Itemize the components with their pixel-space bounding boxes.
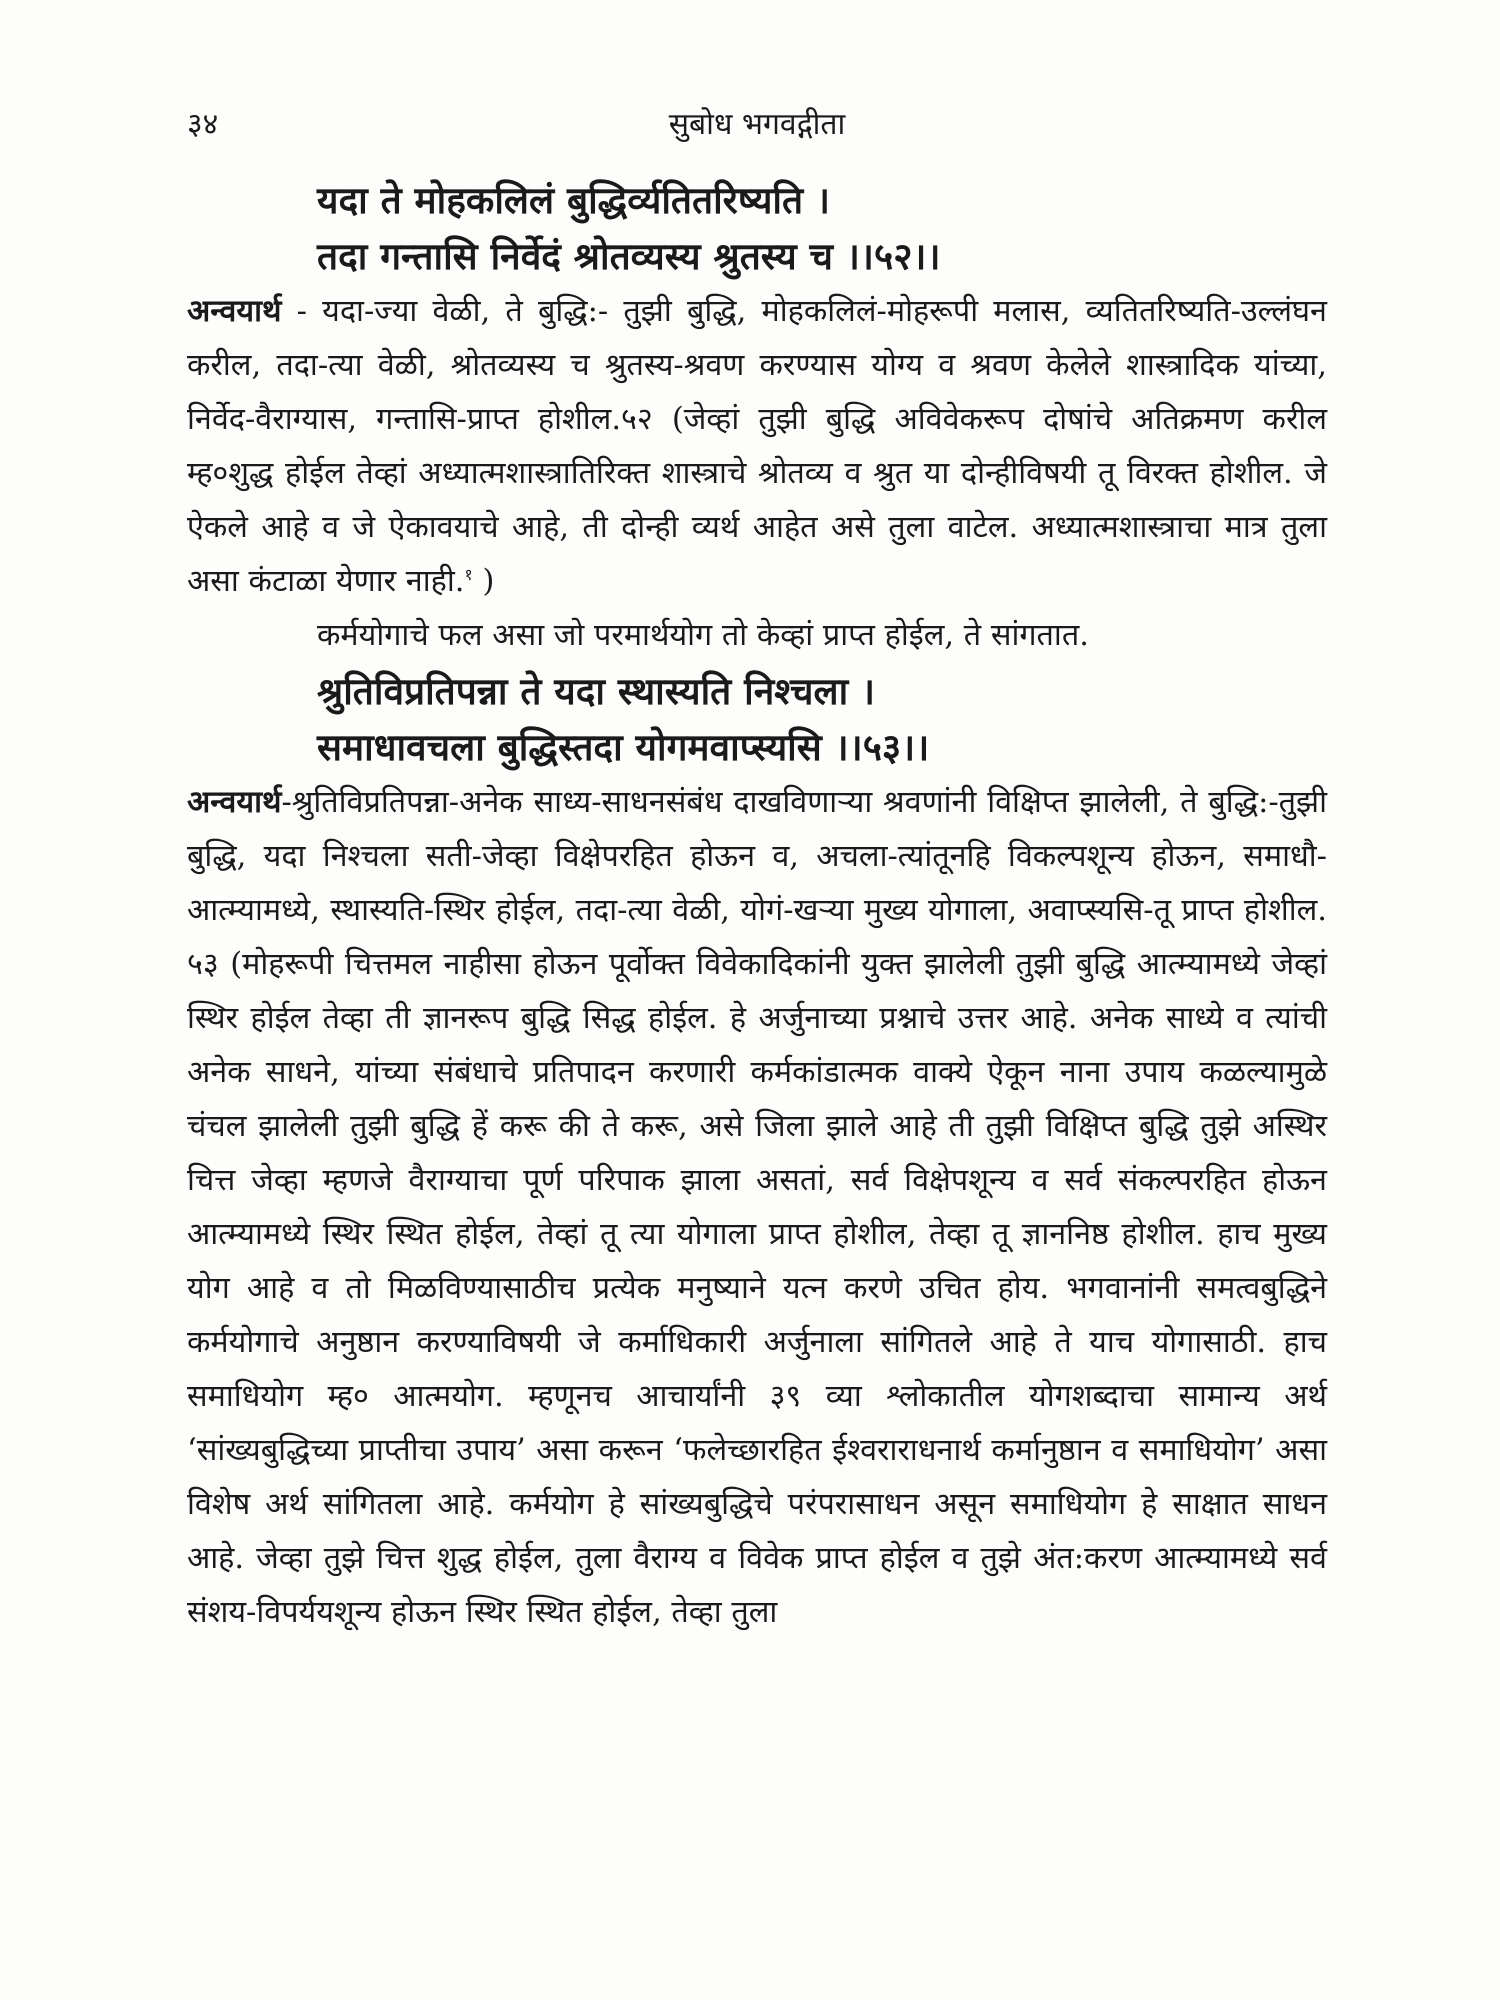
footnote-marker: १ <box>464 564 473 584</box>
commentary-52 <box>187 284 1327 609</box>
commentary-52-closing: ) <box>472 564 495 599</box>
running-title: सुबोध भगवद्गीता <box>668 107 846 142</box>
commentary-53-text: -श्रुतिविप्रतिपन्ना-अनेक साध्य-साधनसंबंध दाखविणाऱ्या श्रवणांनी विक्षिप्त झालेली, ते बुद्धि:-तुझी बुद्धि, यदा निश्चला सती-जेव्हा विक्षेपरहित होऊन व, अचला-त्यांतूनहि विकल्पशून्य होऊन, समाधौ-आत्म्यामध्ये, स्थास्यति-स्थिर होईल, तदा-त्या वेळी, योगं-खऱ्या मुख्य योगाला, अवाप्स्यसि-तू प्राप्त होशील. ५३ (मोहरूपी चित्तमल नाहीसा होऊन पूर्वोक्त विवेकादिकांनी युक्त झालेली तुझी बुद्धि आत्म्यामध्ये जेव्हां स्थिर होईल तेव्हा ती ज्ञानरूप बुद्धि सिद्ध होईल. हे अर्जुनाच्या प्रश्नाचे उत्तर आहे. अनेक साध्ये व त्यांची अनेक साधने, यांच्या संबंधाचे प्रतिपादन करणारी कर्मकांडात्मक वाक्ये ऐकून नाना उपाय कळल्यामुळे चंचल झालेली तुझी बुद्धि हें करू की ते करू, असे जिला झाले आहे ती तुझी विक्षिप्त बुद्धि तुझे अस्थिर चित्त जेव्हा म्हणजे वैराग्याचा पूर्ण परिपाक झाला असतां, सर्व विक्षेपशून्य व सर्व संकल्परहित होऊन आत्म्यामध्ये स्थिर स्थित होईल, तेव्हां तू त्या योगाला प्राप्त होशील, तेव्हा तू ज्ञाननिष्ठ होशील. हाच मुख्य योग आहे व तो मिळविण्यासाठीच प्रत्येक मनुष्याने यत्न करणे उचित होय. भगवानांनी समत्वबुद्धिने कर्मयोगाचे अनुष्ठान करण्याविषयी जे कर्माधिकारी अर्जुनाला सांगितले आहे ते याच योगासाठी. हाच समाधियोग म्ह० आत्मयोग. म्हणूनच आचार्यांनी ३९ व्या श्लोकातील योगशब्दाचा सामान्य अर्थ ‘सांख्यबुद्धिच्या प्राप्तीचा उपाय’ असा करून ‘फलेच्छारहित ईश्वराराधनार्थ कर्मानुष्ठान व समाधियोग’ असा विशेष अर्थ सांगितला आहे. कर्मयोग हे सांख्यबुद्धिचे परंपरासाधन असून समाधियोग हे साक्षात साधन आहे. जेव्हा तुझे चित्त शुद्ध होईल, तुला वैराग्य व विवेक प्राप्त होईल व तुझे अंत:करण आत्म्यामध्ये सर्व संशय-विपर्ययशून्य होऊन स्थिर स्थित होईल, तेव्हा तुला <box>187 785 1327 1630</box>
verse-52-line-1: यदा ते मोहकलिलं बुद्धिर्व्यतितरिष्यति । <box>317 178 830 222</box>
verse-53-line-1: श्रुतिविप्रतिपन्ना ते यदा स्थास्यति निश्चला । <box>317 669 876 713</box>
commentary-52-text: - यदा-ज्या वेळी, ते बुद्धि:- तुझी बुद्धि, मोहकलिलं-मोहरूपी मलास, व्यतितरिष्यति-उल्लंघन करील, तदा-त्या वेळी, श्रोतव्यस्य च श्रुतस्य-श्रवण करण्यास योग्य व श्रवण केलेले शास्त्रादिक यांच्या, निर्वेद-वैराग्यास, गन्तासि-प्राप्त होशील.५२ (जेव्हां तुझी बुद्धि अविवेकरूप दोषांचे अतिक्रमण करील म्ह०शुद्ध होईल तेव्हां अध्यात्मशास्त्रातिरिक्त शास्त्राचे श्रोतव्य व श्रुत या दोन्हीविषयी तू विरक्त होशील. जे ऐकले आहे व जे ऐकावयाचे आहे, ती दोन्ही व्यर्थ आहेत असे तुला वाटेल. अध्यात्मशास्त्राचा मात्र तुला असा कंटाळा येणार नाही. <box>187 294 1327 599</box>
page-header <box>187 100 1327 150</box>
verse-53-line-2: समाधावचला बुद्धिस्तदा योगमवाप्स्यसि ।।५३।। <box>317 725 930 769</box>
intro-53: कर्मयोगाचे फल असा जो परमार्थयोग तो केव्हां प्राप्त होईल, ते सांगतात. <box>317 618 1089 653</box>
anvayartha-label: अन्वयार्थ <box>187 784 282 820</box>
anvayartha-label: अन्वयार्थ <box>187 293 282 329</box>
commentary-53 <box>187 775 1327 1640</box>
page-number: ३४ <box>187 107 219 142</box>
verse-52-line-2: तदा गन्तासि निर्वेदं श्रोतव्यस्य श्रुतस्य च ।।५२।। <box>317 234 941 278</box>
page-body <box>187 172 1327 1640</box>
